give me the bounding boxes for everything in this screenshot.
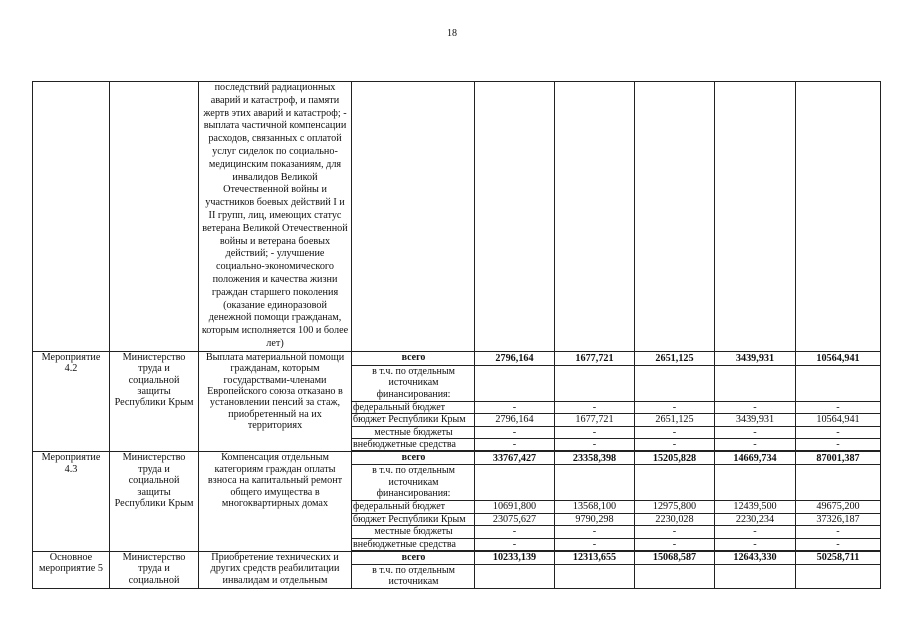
value-cell: - <box>475 538 555 550</box>
description-cell: Компенсация отдельным категориям граждан оплаты взноса на капитальный ремонт общего имущества в многоквартирных домах <box>199 452 352 552</box>
value-cell: - <box>715 526 796 538</box>
source-federal: федеральный бюджет <box>352 401 475 413</box>
value-cell: - <box>715 426 796 438</box>
value-cell: - <box>715 538 796 550</box>
value-cell: 23358,398 <box>555 452 635 465</box>
value-cell: 9790,298 <box>555 513 635 525</box>
value-cell: 49675,200 <box>796 501 881 513</box>
value-cell: 10233,139 <box>475 551 555 564</box>
executor-cell: Министерство труда и социальной <box>110 551 199 588</box>
source-cell <box>352 82 475 352</box>
source-total: всего <box>352 551 475 564</box>
source-republic: бюджет Республики Крым <box>352 414 475 426</box>
source-total: всего <box>352 452 475 465</box>
value-cell: 50258,711 <box>796 551 881 564</box>
funding-table <box>32 81 881 589</box>
value-cell: - <box>715 438 796 450</box>
executor-cell: Министерство труда и социальной защиты Республики Крым <box>110 351 199 452</box>
table-row <box>33 82 881 352</box>
value-cell: 1677,721 <box>555 351 635 365</box>
value-cell: 87001,387 <box>796 452 881 465</box>
source-republic: бюджет Республики Крым <box>352 513 475 525</box>
executor-cell <box>110 82 199 352</box>
value-cell: 2230,234 <box>715 513 796 525</box>
value-cell: 33767,427 <box>475 452 555 465</box>
value-cell: - <box>555 526 635 538</box>
value-cell: 10564,941 <box>796 414 881 426</box>
value-cell: 15068,587 <box>635 551 715 564</box>
value-cell: - <box>475 438 555 450</box>
description-cell: Выплата материальной помощи гражданам, которым государствами-членами Европейского союза отказано в установлении пенсий за стаж, приобретенный на их территориях <box>199 351 352 452</box>
value-cell: - <box>715 401 796 413</box>
description-cell: последствий радиационных аварий и катастроф, и памяти жертв этих аварий и катастроф; - выплата частичной компенсации расходов, связанных с оплатой услуг сиделок по социально-медицинским показаниям, для инвалидов Великой Отечественной войны и участников боевых действий I и II групп, лиц, имеющих статус ветерана Великой Отечественной войны и ветерана боевых действий; - улучшение социально-экономического положения и качества жизни граждан старшего поколения (оказание единоразовой денежной помощи гражданам, которым исполняется 100 и более лет) <box>199 82 352 352</box>
value-cell: - <box>475 526 555 538</box>
value-cell: 3439,931 <box>715 351 796 365</box>
value-cell: 2651,125 <box>635 414 715 426</box>
value-cell: 37326,187 <box>796 513 881 525</box>
value-cell: - <box>635 526 715 538</box>
value-cell: - <box>555 438 635 450</box>
value-cell: - <box>555 538 635 550</box>
value-cell: - <box>635 426 715 438</box>
value-cell: 12643,330 <box>715 551 796 564</box>
value-cell: 12975,800 <box>635 501 715 513</box>
value-cell: 3439,931 <box>715 414 796 426</box>
source-extra: внебюджетные средства <box>352 538 475 550</box>
table-row <box>33 551 881 564</box>
measure-id: Мероприятие 4.2 <box>33 351 110 452</box>
source-by-sources: в т.ч. по отдельным источникам <box>352 564 475 588</box>
value-cell: - <box>555 426 635 438</box>
value-cell: 12439,500 <box>715 501 796 513</box>
measure-id: Мероприятие 4.3 <box>33 452 110 552</box>
description-cell: Приобретение технических и других средств реабилитации инвалидам и отдельным <box>199 551 352 588</box>
value-cell: - <box>796 426 881 438</box>
value-cell: - <box>475 401 555 413</box>
value-cell: 1677,721 <box>555 414 635 426</box>
value-cell: - <box>796 538 881 550</box>
source-total: всего <box>352 351 475 365</box>
page-number: 18 <box>447 28 457 39</box>
value-cell: - <box>635 438 715 450</box>
value-cell: 2796,164 <box>475 351 555 365</box>
executor-cell: Министерство труда и социальной защиты Республики Крым <box>110 452 199 552</box>
id-cell <box>33 82 110 352</box>
source-extra: внебюджетные средства <box>352 438 475 450</box>
value-cell: 23075,627 <box>475 513 555 525</box>
value-cell: - <box>475 426 555 438</box>
value-cell: - <box>796 401 881 413</box>
source-local: местные бюджеты <box>352 426 475 438</box>
value-cell: 2651,125 <box>635 351 715 365</box>
value-cell: - <box>555 401 635 413</box>
value-cell: 14669,734 <box>715 452 796 465</box>
table-row <box>33 351 881 365</box>
value-cell: 10691,800 <box>475 501 555 513</box>
value-cell: 12313,655 <box>555 551 635 564</box>
value-cell: - <box>635 401 715 413</box>
table-row <box>33 452 881 465</box>
value-cell: 2230,028 <box>635 513 715 525</box>
value-cell: 2796,164 <box>475 414 555 426</box>
source-by-sources: в т.ч. по отдельным источникам финансирования: <box>352 465 475 501</box>
source-by-sources: в т.ч. по отдельным источникам финансирования: <box>352 365 475 401</box>
source-federal: федеральный бюджет <box>352 501 475 513</box>
value-cell: 10564,941 <box>796 351 881 365</box>
source-local: местные бюджеты <box>352 526 475 538</box>
value-cell: - <box>635 538 715 550</box>
value-cell: - <box>796 526 881 538</box>
value-cell: 15205,828 <box>635 452 715 465</box>
measure-id: Основное мероприятие 5 <box>33 551 110 588</box>
value-cell: - <box>796 438 881 450</box>
value-cell: 13568,100 <box>555 501 635 513</box>
